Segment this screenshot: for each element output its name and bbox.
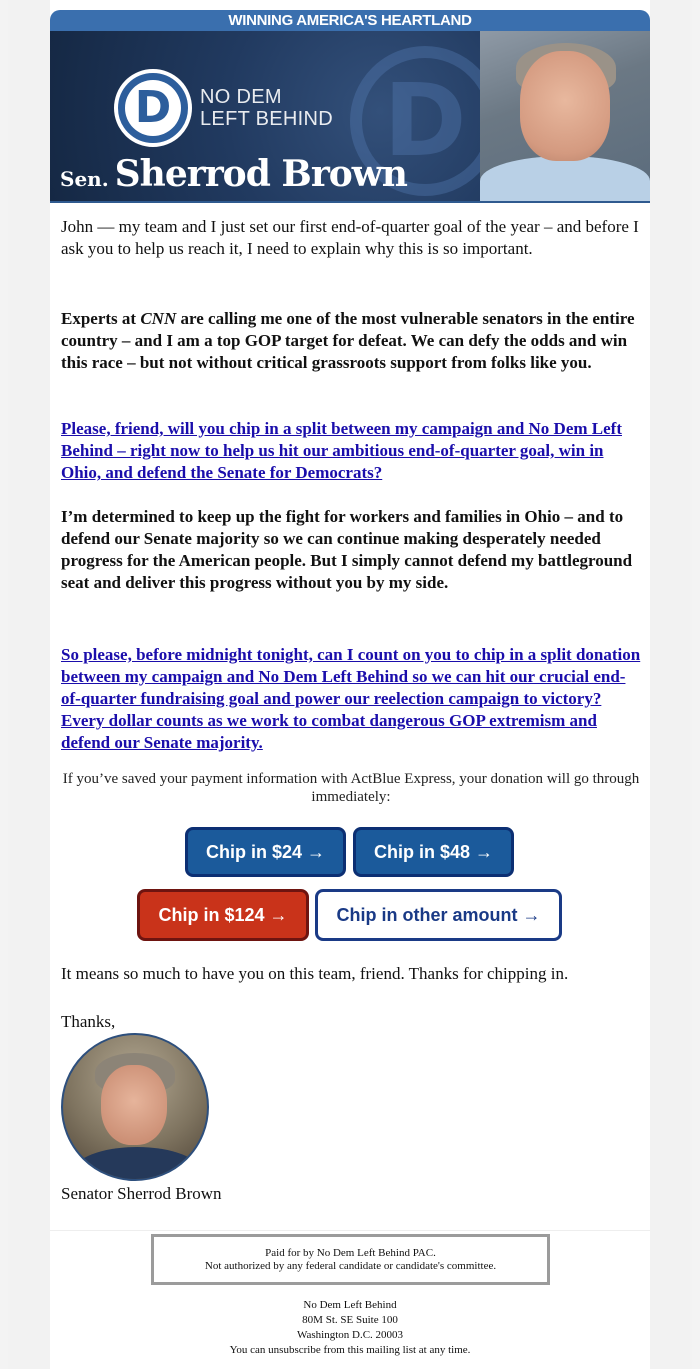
senator-name-heading <box>60 153 407 195</box>
org-name-line1: NO DEM <box>200 86 282 108</box>
intro-paragraph: John — my team and I just set our first end-of-quarter goal of the year – and before I ask you to help us reach it, I need to explain why this is so important. <box>61 217 639 258</box>
org-name <box>200 86 333 130</box>
chip-in-48-button[interactable]: Chip in $48 → <box>353 827 514 877</box>
donate-link-paragraph-1 <box>61 418 641 484</box>
org-name-line2: LEFT BEHIND <box>200 108 333 130</box>
footer-divider <box>50 1230 650 1231</box>
cnn-paragraph-rest: are calling me one of the most vulnerable senators in the entire country – and I am a top GOP target for defeat. We can defy the odds and win this race – but not without critical grassroots support from folks like you. <box>61 309 635 372</box>
cnn-emphasis: CNN <box>140 309 177 328</box>
donate-link-2[interactable]: So please, before midnight tonight, can I count on you to chip in a split donation between my campaign and No Dem Left Behind so we can hit our crucial end-of-quarter fundraising goal and power our reelection campaign to victory? Every dollar counts as we work to combat dangerous GOP extremism and defend our Senate majority. <box>61 645 641 752</box>
chip-in-other-amount-button[interactable]: Chip in other amount → <box>315 889 562 941</box>
closing-line: It means so much to have you on this team, friend. Thanks for chipping in. <box>61 964 569 983</box>
thanks-line: Thanks, <box>61 1012 116 1031</box>
org-logo-icon <box>114 69 192 147</box>
address-org: No Dem Left Behind <box>303 1299 397 1311</box>
signature-avatar <box>61 1033 209 1181</box>
cnn-paragraph-lead: Experts at <box>61 309 141 328</box>
donate-link-1[interactable]: Please, friend, will you chip in a split between my campaign and No Dem Left Behind – right now to help us hit our ambitious end-of-quarter goal, win in Ohio, and defend the Senate for Democrats? <box>61 419 622 482</box>
donate-link-paragraph-2 <box>61 644 641 754</box>
not-authorized-text: Not authorized by any federal candidate or candidate's committee. <box>204 1260 497 1272</box>
top-banner: WINNING AMERICA'S HEARTLAND <box>50 10 650 32</box>
address-city: Washington D.C. 20003 <box>296 1329 404 1341</box>
cnn-paragraph <box>61 308 641 374</box>
mailing-address <box>50 1298 650 1358</box>
chip-in-24-button[interactable]: Chip in $24 → <box>185 827 346 877</box>
actblue-note: If you’ve saved your payment information with ActBlue Express, your donation will go through immediately: <box>62 771 640 805</box>
chip-in-124-button[interactable]: Chip in $124 → <box>137 889 309 941</box>
signature-name: Senator Sherrod Brown <box>61 1184 222 1203</box>
logo-letter: D <box>134 82 172 133</box>
watermark-letter: D <box>383 62 467 179</box>
senator-photo <box>480 31 650 201</box>
disclaimer-box <box>151 1234 550 1285</box>
address-street: 80M St. SE Suite 100 <box>302 1314 398 1326</box>
fight-paragraph: I’m determined to keep up the fight for workers and families in Ohio – and to defend our Senate majority so we can continue making desperately needed progress for the American people. But I simply cannot defend my battleground seat and deliver this progress without you by my side. <box>61 507 633 592</box>
hero-header-image <box>50 31 650 203</box>
name-prefix: Sen. <box>60 167 109 191</box>
name-text: Sherrod Brown <box>114 153 407 195</box>
unsubscribe-text[interactable]: You can unsubscribe from this mailing list at any time. <box>229 1344 471 1356</box>
paid-for-text: Paid for by No Dem Left Behind PAC. <box>265 1247 436 1259</box>
email-body <box>50 0 650 1369</box>
